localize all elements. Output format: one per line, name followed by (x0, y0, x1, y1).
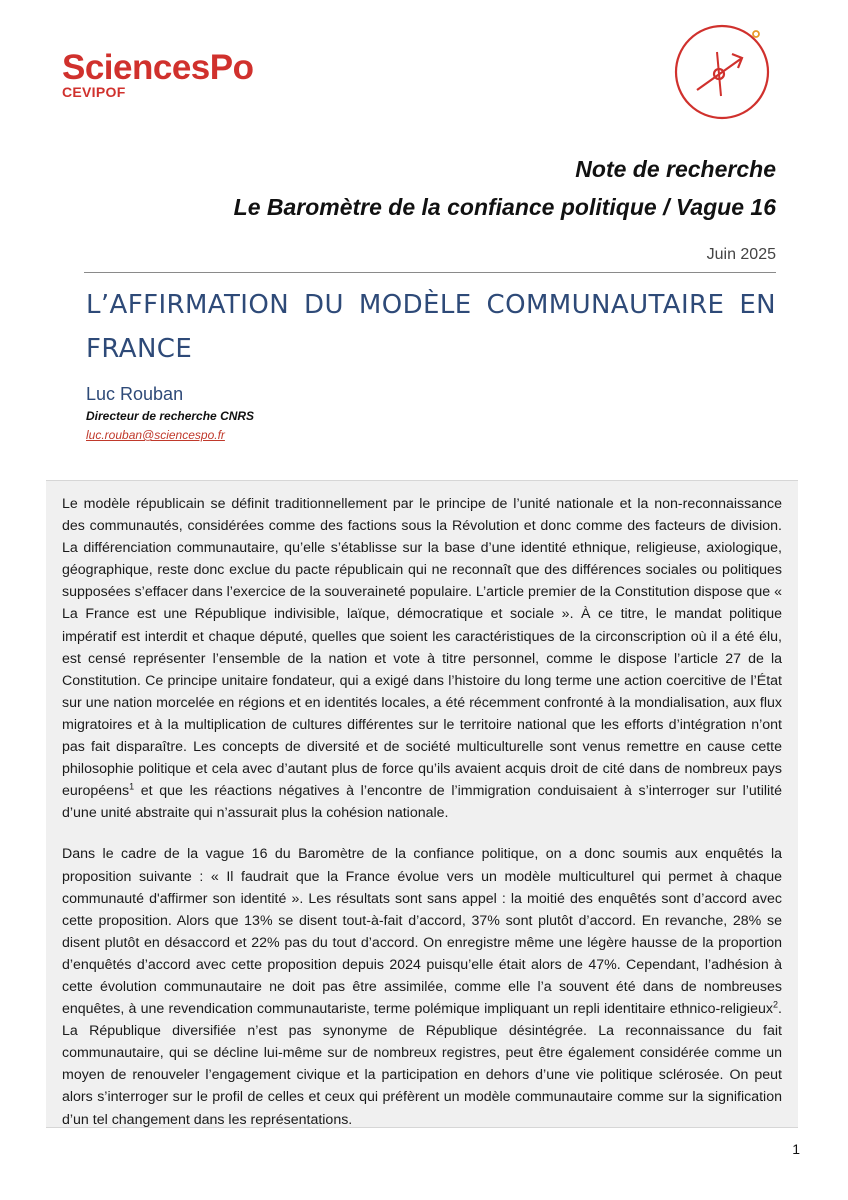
abstract-paragraph-2 (62, 843, 782, 1130)
logo-name: SciencesPo (62, 48, 254, 87)
note-title-line1: Note de recherche (575, 156, 776, 182)
note-title (234, 150, 776, 226)
sciencespo-logo (62, 50, 254, 100)
header-divider (84, 272, 776, 273)
page-number: 1 (792, 1141, 800, 1157)
publication-date: Juin 2025 (706, 246, 776, 263)
note-title-line2: Le Baromètre de la confiance politique / Vague 16 (233, 194, 776, 220)
author-role: Directeur de recherche CNRS (86, 409, 255, 423)
footnote-ref-2[interactable]: 2 (773, 999, 779, 1010)
logo-subtitle: CEVIPOF (62, 84, 126, 100)
document-title: L’AFFIRMATION DU MODÈLE COMMUNAUTAIRE EN FRANCE (86, 290, 776, 364)
compass-emblem-icon (672, 22, 772, 122)
abstract-box (46, 480, 798, 1128)
footnote-ref-1[interactable]: 1 (129, 781, 135, 792)
paragraph-text: . La République diversifiée n’est pas synonyme de République désintégrée. La reconnaissance du fait communautaire, qui se décline lui-même sur de nombreux registres, peut être également considérée comme un moyen de renouveler l’engagement civique et la participation en dehors d’une vie politique sclérosée. On peut alors s’interroger sur le profil de celles et ceux qui préfèrent un modèle communautaire comme sur la signification d’un tel changement dans les représentations. (62, 1001, 782, 1128)
abstract-paragraph-1 (62, 493, 782, 824)
paragraph-text: et que les réactions négatives à l’encontre de l’immigration conduisaient à s’interroger sur l’utilité d’une unité abstraite qui n’assurait plus la cohésion nationale. (62, 783, 782, 822)
author-email-link[interactable]: luc.rouban@sciencespo.fr (86, 428, 225, 442)
paragraph-text: Le modèle républicain se définit traditionnellement par le principe de l’unité nationale et la non-reconnaissance des communautés, considérées comme des factions sous la Révolution et donc comme des facteurs de division. La différenciation communautaire, qu’elle s’établisse sur la base d’une identité ethnique, religieuse, axiologique, géographique, reste donc exclue du pacte républicain qui ne reconnaît que des différences sociales ou politiques supposées s’effacer dans l’exercice de la souveraineté populaire. L’article premier de la Constitution dispose que « La France est une République indivisible, laïque, démocratique et sociale ». À ce titre, le mandat politique impératif est interdit et chaque député, quelles que soient les caractéristiques de la circonscription où il a été élu, est censé représenter l’ensemble de la nation et vote à titre personnel, comme le dispose l’article 27 de la Constitution. Ce principe unitaire fondateur, qui a exigé dans l’histoire du long terme une action coercitive de l’État sur une nation morcelée en régions et en identités locales, a été récemment confronté à la mondialisation, aux flux migratoires et à la multiplication de cultures différentes sur le territoire national que les efforts d’intégration n’ont pas fait disparaître. Les concepts de diversité et de société multiculturelle sont venus remettre en cause cette philosophie politique et cela avec d’autant plus de force qu’ils avaient acquis droit de cité dans de nombreux pays européens (62, 496, 782, 800)
paragraph-text: Dans le cadre de la vague 16 du Baromètre de la confiance politique, on a donc soumis aux enquêtés la proposition suivante : « Il faudrait que la France évolue vers un modèle multiculturel qui permet à chaque communauté d'affirmer son identité ». Les résultats sont sans appel : la moitié des enquêtés sont d’accord avec cette proposition. Alors que 13% se disent tout-à-fait d’accord, 37% sont plutôt d’accord. En revanche, 28% se disent plutôt en désaccord et 22% pas du tout d’accord. On enregistre même une légère hausse de la proportion d’enquêtés d’accord avec cette proposition depuis 2024 puisqu’elle était alors de 47%. Cependant, l’adhésion à cette évolution communautaire ne doit pas être assimilée, comme elle l’a souvent été dans de nombreuses enquêtes, à une revendication communautariste, terme polémique impliquant un repli identitaire ethnico-religieux (62, 846, 782, 1018)
author-name: Luc Rouban (86, 384, 184, 404)
